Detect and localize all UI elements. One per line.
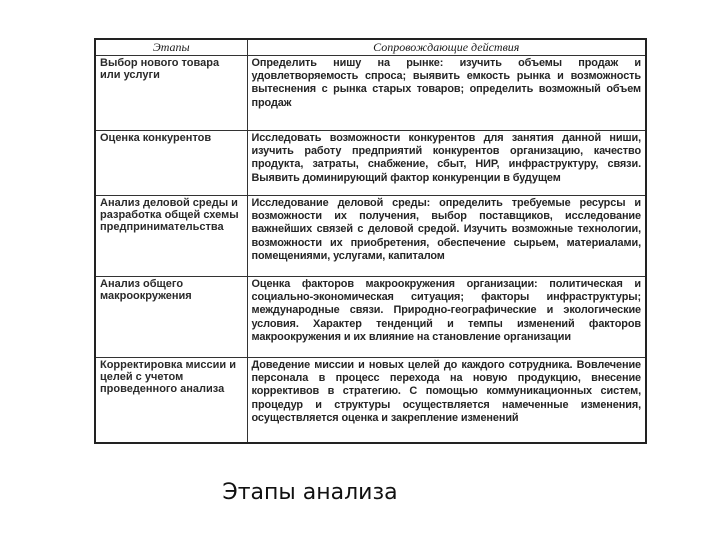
table-row xyxy=(95,277,646,358)
header-stages: Этапы xyxy=(95,39,247,56)
action-cell: Оценка факторов макроокружения организации: политическая и социально-экономическая ситуация; факторы инфраструктуры; международные связи. Природно-географические и экологические условия. Характер тенденций и темпы изменений факторов макроокружения и их влияние на становление организации xyxy=(247,277,646,358)
action-cell: Доведение миссии и новых целей до каждого сотрудника. Вовлечение персонала в процесс перехода на новую продукцию, внесение коррективов в стратегию. С помощью коммуникационных систем, процедур и структуры осуществляется намеченные изменения, осуществляется оценка и закрепление изменений xyxy=(247,358,646,444)
table-row xyxy=(95,196,646,277)
slide-caption: Этапы анализа xyxy=(222,480,398,505)
table-header-row xyxy=(95,39,646,56)
action-cell: Исследование деловой среды: определить требуемые ресурсы и возможности их получения, выбор поставщиков, исследование важнейших связей с деловой средой. Изучить возможные технологии, возможности их приобретения, обеспечение сырьем, материалами, помещениями, услугами, капиталом xyxy=(247,196,646,277)
stage-cell: Корректировка миссии и целей с учетом проведенного анализа xyxy=(95,358,247,444)
stage-cell: Выбор нового товара или услуги xyxy=(95,56,247,131)
action-cell: Исследовать возможности конкурентов для занятия данной ниши, изучить работу предприятий конкурентов организацию, качество продукта, затраты, снабжение, сбыт, НИР, инфраструктуру, связи. Выявить доминирующий фактор конкуренции в будущем xyxy=(247,131,646,196)
stage-cell: Анализ общего макроокружения xyxy=(95,277,247,358)
table-row xyxy=(95,131,646,196)
stage-cell: Анализ деловой среды и разработка общей схемы предпринимательства xyxy=(95,196,247,277)
table-row xyxy=(95,56,646,131)
header-actions: Сопровождающие действия xyxy=(247,39,646,56)
stages-table xyxy=(94,38,647,444)
table-row xyxy=(95,358,646,444)
action-cell: Определить нишу на рынке: изучить объемы продаж и удовлетворяемость спроса; выявить емкость рынка и возможность вытеснения с рынка старых товаров; определить возможный объем продаж xyxy=(247,56,646,131)
stage-cell: Оценка конкурентов xyxy=(95,131,247,196)
